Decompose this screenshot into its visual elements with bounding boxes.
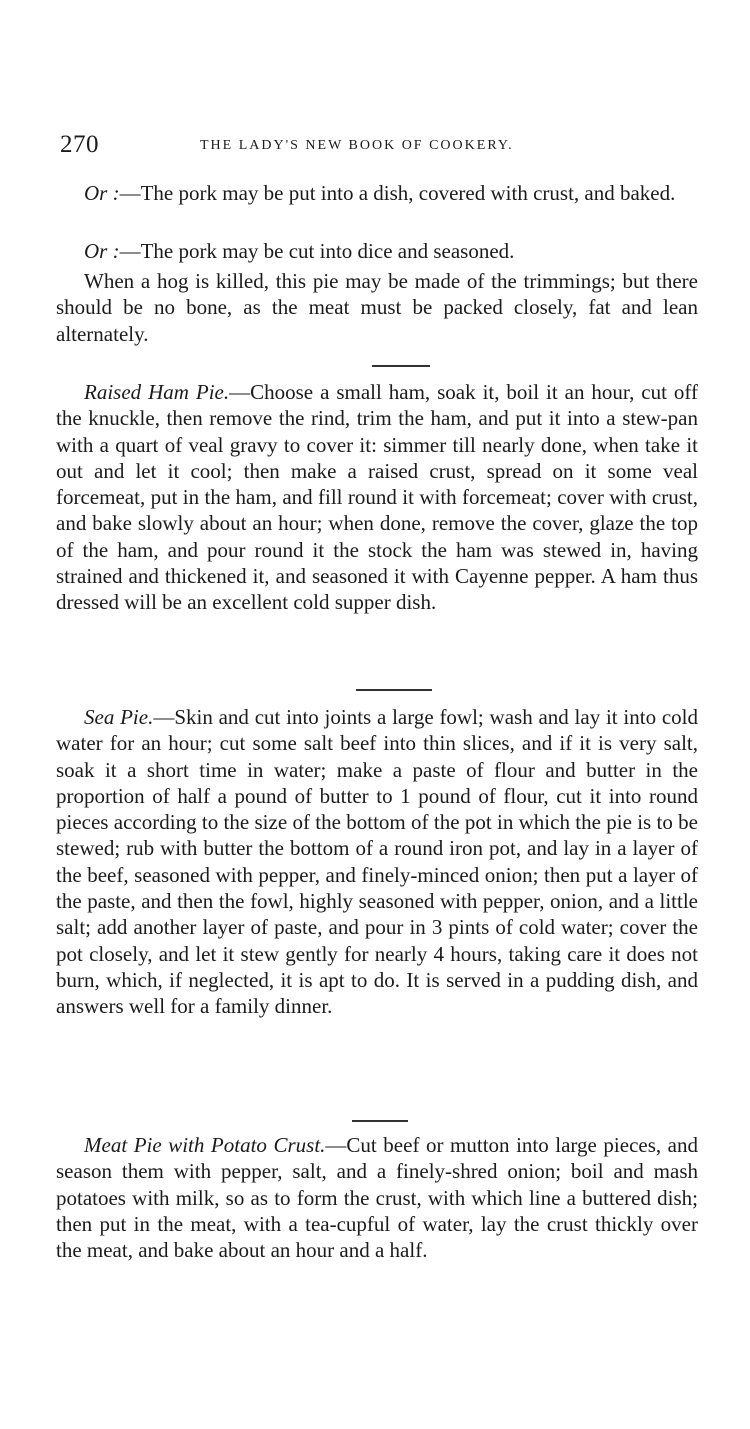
recipe-title: Meat Pie with Potato Crust. <box>84 1133 326 1157</box>
section-divider <box>356 689 432 691</box>
page-number: 270 <box>60 131 99 158</box>
recipe-sea-pie <box>56 704 698 1020</box>
running-head: THE LADY'S NEW BOOK OF COOKERY. <box>200 138 514 153</box>
recipe-meat-pie-potato-crust <box>56 1132 698 1263</box>
paragraph-or-baked <box>56 180 698 206</box>
recipe-body: —Skin and cut into joints a large fowl; wash and lay it into cold water for an hour; cut some salt beef into thin slices, and if it is very salt, soak it a short time in water; make a paste of flour and butter in the proportion of half a pound of butter to 1 pound of flour, cut it into round pieces according to the size of the bottom of the pot in which the pie is to be stewed; rub with butter the bottom of a round iron pot, and lay in a layer of the beef, seasoned with pepper, and finely-minced onion; then put a layer of the paste, and then the fowl, highly seasoned with pepper, onion, and a little salt; add another layer of paste, and pour in 3 pints of cold water; cover the pot closely, and let it stew gently for nearly 4 hours, taking care it does not burn, which, if neglected, it is apt to do. It is served in a pudding dish, and answers well for a family dinner. <box>56 705 698 1019</box>
recipe-title: Raised Ham Pie. <box>84 380 230 404</box>
section-divider <box>372 365 430 367</box>
paragraph-or-dice <box>56 238 698 264</box>
paragraph-lead: Or : <box>84 181 120 205</box>
paragraph-hog <box>56 268 698 347</box>
page-header <box>60 131 700 161</box>
paragraph-lead: Or : <box>84 239 120 263</box>
section-divider <box>352 1120 408 1122</box>
paragraph-body: —The pork may be put into a dish, covered with crust, and baked. <box>119 181 676 205</box>
paragraph-body: —The pork may be cut into dice and seasoned. <box>119 239 515 263</box>
recipe-raised-ham-pie <box>56 379 698 616</box>
paragraph-body: When a hog is killed, this pie may be made of the trimmings; but there should be no bone, as the meat must be packed closely, fat and lean alternately. <box>56 269 698 346</box>
recipe-title: Sea Pie. <box>84 705 154 729</box>
recipe-body: —Cut beef or mutton into large pieces, and season them with pepper, salt, and a finely-shred onion; boil and mash potatoes with milk, so as to form the crust, with which line a buttered dish; then put in the meat, with a tea-cupful of water, lay the crust thickly over the meat, and bake about an hour and a half. <box>56 1133 698 1263</box>
recipe-body: —Choose a small ham, soak it, boil it an hour, cut off the knuckle, then remove the rind, trim the ham, and put it into a stew-pan with a quart of veal gravy to cover it: simmer till nearly done, when take it out and let it cool; then make a raised crust, spread on it some veal forcemeat, put in the ham, and fill round it with forcemeat; cover with crust, and bake slowly about an hour; when done, remove the cover, glaze the top of the ham, and pour round it the stock the ham was stewed in, having strained and thickened it, and seasoned it with Cayenne pepper. A ham thus dressed will be an excellent cold supper dish. <box>56 380 698 615</box>
